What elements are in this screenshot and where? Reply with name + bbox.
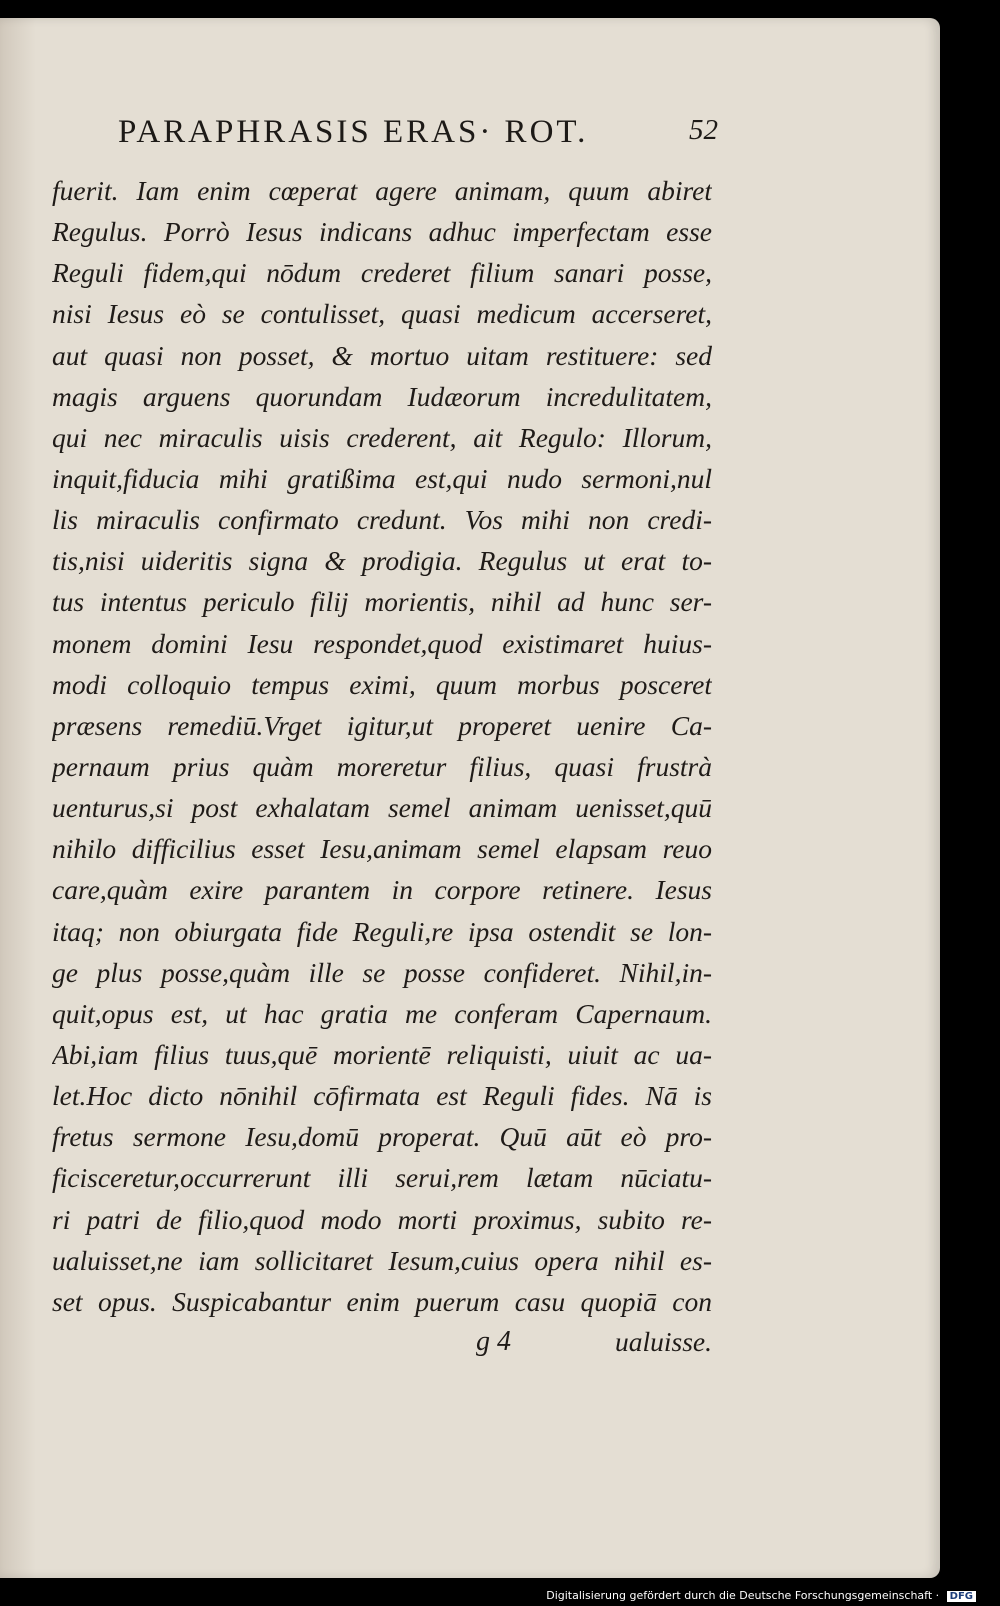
page-footer [52, 1326, 712, 1368]
text-line: nisi Iesus eò se contulisset, quasi medicum accerseret, [52, 298, 712, 330]
text-line: lis miraculis confirmato credunt. Vos mihi non credi- [52, 504, 712, 536]
text-line: quit,opus est, ut hac gratia me conferam Capernaum. [52, 997, 712, 1029]
text-line: tus intentus periculo filij morientis, nihil ad hunc ser- [52, 586, 712, 618]
text-line: Abi,iam filius tuus,quē morientē reliquisti, uiuit ac ua- [52, 1038, 712, 1070]
text-line: fuerit. Iam enim cœperat agere animam, quum abiret [52, 175, 712, 206]
text-line: aut quasi non posset, & mortuo uitam restituere: sed [52, 339, 712, 371]
digitization-credit [546, 1589, 976, 1602]
text-line: itaq; non obiurgata fide Reguli,re ipsa ostendit se lon- [52, 915, 712, 947]
dfg-logo: DFG [947, 1591, 976, 1602]
text-line: monem domini Iesu respondet,quod existimaret huius- [52, 627, 712, 659]
text-line: Regulus. Porrò Iesus indicans adhuc imperfectam esse [52, 216, 712, 248]
text-line: qui nec miraculis uisis crederent, ait Regulo: Illorum, [52, 421, 712, 453]
credit-text: Digitalisierung gefördert durch die Deutsche Forschungsgemeinschaft · [546, 1589, 940, 1602]
text-line: ge plus posse,quàm ille se posse confideret. Nihil,in- [52, 956, 712, 988]
page-header [118, 114, 718, 154]
book-page [0, 18, 940, 1578]
text-line: set opus. Suspicabantur enim puerum casu quopiā con [52, 1285, 712, 1317]
text-line: præsens remediū.Vrget igitur,ut properet uenire Ca- [52, 709, 712, 741]
text-line: care,quàm exire parantem in corpore retinere. Iesus [52, 874, 712, 906]
text-line: Reguli fidem,qui nōdum crederet filium sanari posse, [52, 257, 712, 289]
text-line: modi colloquio tempus eximi, quum morbus posceret [52, 668, 712, 700]
text-line: ficisceretur,occurrerunt illi serui,rem lætam nūciatu- [52, 1162, 712, 1194]
running-title: PARAPHRASIS ERAS· ROT. [118, 114, 589, 150]
text-line: pernaum prius quàm moreretur filius, quasi frustrà [52, 750, 712, 782]
text-line: ualuisset,ne iam sollicitaret Iesum,cuius opera nihil es- [52, 1244, 712, 1276]
text-line: tis,nisi uideritis signa & prodigia. Regulus ut erat to- [52, 545, 712, 577]
text-line: uenturus,si post exhalatam semel animam uenisset,quū [52, 792, 712, 824]
text-line: fretus sermone Iesu,domū properat. Quū aūt eò pro- [52, 1121, 712, 1153]
signature-mark: g 4 [476, 1326, 511, 1357]
text-line: inquit,fiducia mihi gratißima est,qui nudo sermoni,nul [52, 462, 712, 494]
folio-number: 52 [689, 114, 718, 146]
text-line: ri patri de filio,quod modo morti proximus, subito re- [52, 1203, 712, 1235]
catchword: ualuisse. [614, 1326, 712, 1357]
text-line: let.Hoc dicto nōnihil cōfirmata est Reguli fides. Nā is [52, 1080, 712, 1112]
text-line: magis arguens quorundam Iudæorum incredulitatem, [52, 380, 712, 412]
text-block [52, 170, 712, 1322]
text-line: nihilo difficilius esset Iesu,animam semel elapsam reuo [52, 833, 712, 865]
